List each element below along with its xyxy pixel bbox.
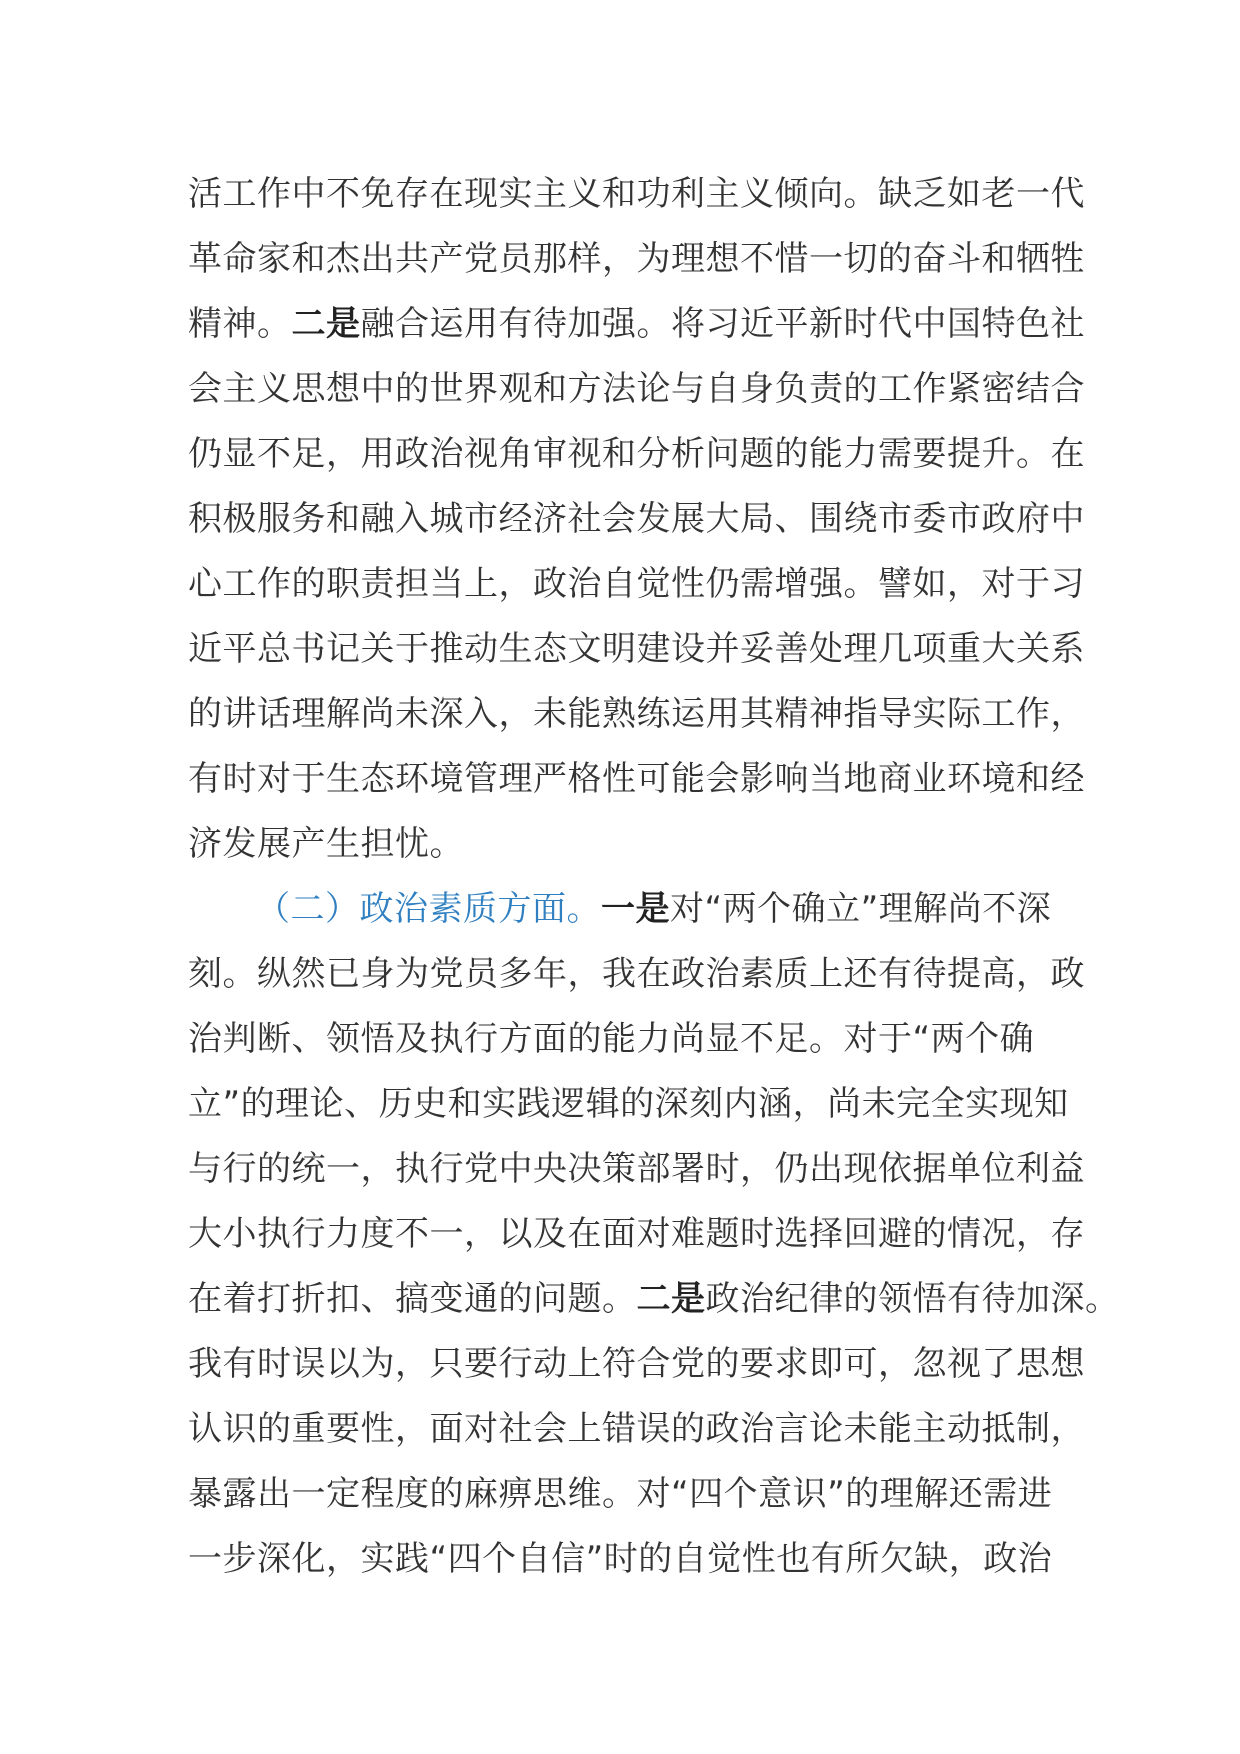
text-line (188, 1137, 1085, 1202)
section-heading: （二）政治素质方面。 (256, 889, 601, 929)
text-run: 积极服务和融入城市经济社会发展大局、围绕市委市政府中 (188, 499, 1085, 539)
text-run: 政治纪律的领悟有待加深。 (705, 1279, 1120, 1319)
text-line (188, 1202, 1085, 1267)
text-line (188, 552, 1085, 617)
text-run: 大小执行力度不一，以及在面对难题时选择回避的情况，存 (188, 1214, 1085, 1254)
text-run: 近平总书记关于推动生态文明建设并妥善处理几项重大关系 (188, 629, 1085, 669)
emphasis-label: 一是 (601, 889, 670, 929)
text-line (188, 1462, 1060, 1527)
text-line (188, 747, 1085, 812)
text-line (188, 942, 1085, 1007)
text-line (188, 1527, 1060, 1592)
text-line (188, 1267, 1120, 1332)
text-line (188, 1397, 1085, 1462)
text-line (188, 357, 1085, 422)
emphasis-label: 二是 (291, 304, 361, 344)
text-run: 对“两个确立”理解尚不深 (670, 889, 1052, 929)
text-run: 暴露出一定程度的麻痹思维。对“四个意识”的理解还需进 (188, 1474, 1053, 1514)
text-line (188, 812, 1060, 877)
text-line (188, 1332, 1085, 1397)
text-run: 融合运用有待加强。将习近平新时代中国特色社 (360, 304, 1085, 344)
text-run: 我有时误以为，只要行动上符合党的要求即可，忽视了思想 (188, 1344, 1085, 1384)
text-run: 心工作的职责担当上，政治自觉性仍需增强。譬如，对于习 (188, 564, 1085, 604)
text-line (188, 1072, 1069, 1137)
text-line (188, 292, 1085, 357)
text-line (188, 227, 1085, 292)
text-run: 在着打折扣、搞变通的问题。 (188, 1279, 637, 1319)
text-run: 与行的统一，执行党中央决策部署时，仍出现依据单位利益 (188, 1149, 1085, 1189)
text-run: 的讲话理解尚未深入，未能熟练运用其精神指导实际工作， (188, 694, 1085, 734)
text-run: 精神。 (188, 304, 292, 344)
text-line (188, 487, 1085, 552)
text-line (188, 422, 1085, 487)
text-run: 会主义思想中的世界观和方法论与自身负责的工作紧密结合 (188, 369, 1085, 409)
text-run: 活工作中不免存在现实主义和功利主义倾向。缺乏如老一代 (188, 174, 1085, 214)
text-run: 一步深化，实践“四个自信”时的自觉性也有所欠缺，政治 (188, 1539, 1053, 1579)
emphasis-label: 二是 (636, 1279, 706, 1319)
text-line (188, 1007, 1060, 1072)
text-run: 刻。纵然已身为党员多年，我在政治素质上还有待提高，政 (188, 954, 1085, 994)
text-line (188, 682, 1085, 747)
text-line (188, 617, 1085, 682)
text-line (188, 162, 1085, 227)
text-run: 立”的理论、历史和实践逻辑的深刻内涵，尚未完全实现知 (188, 1084, 1069, 1124)
document-body (188, 162, 1120, 1592)
text-run: 济发展产生担忧。 (188, 824, 464, 864)
text-run: 治判断、领悟及执行方面的能力尚显不足。对于“两个确 (188, 1019, 1035, 1059)
text-run: 革命家和杰出共产党员那样，为理想不惜一切的奋斗和牺牲 (188, 239, 1085, 279)
text-run: 仍显不足，用政治视角审视和分析问题的能力需要提升。在 (188, 434, 1085, 474)
text-run: 认识的重要性，面对社会上错误的政治言论未能主动抵制， (188, 1409, 1085, 1449)
text-run: 有时对于生态环境管理严格性可能会影响当地商业环境和经 (188, 759, 1085, 799)
section-heading-line (188, 877, 1060, 942)
